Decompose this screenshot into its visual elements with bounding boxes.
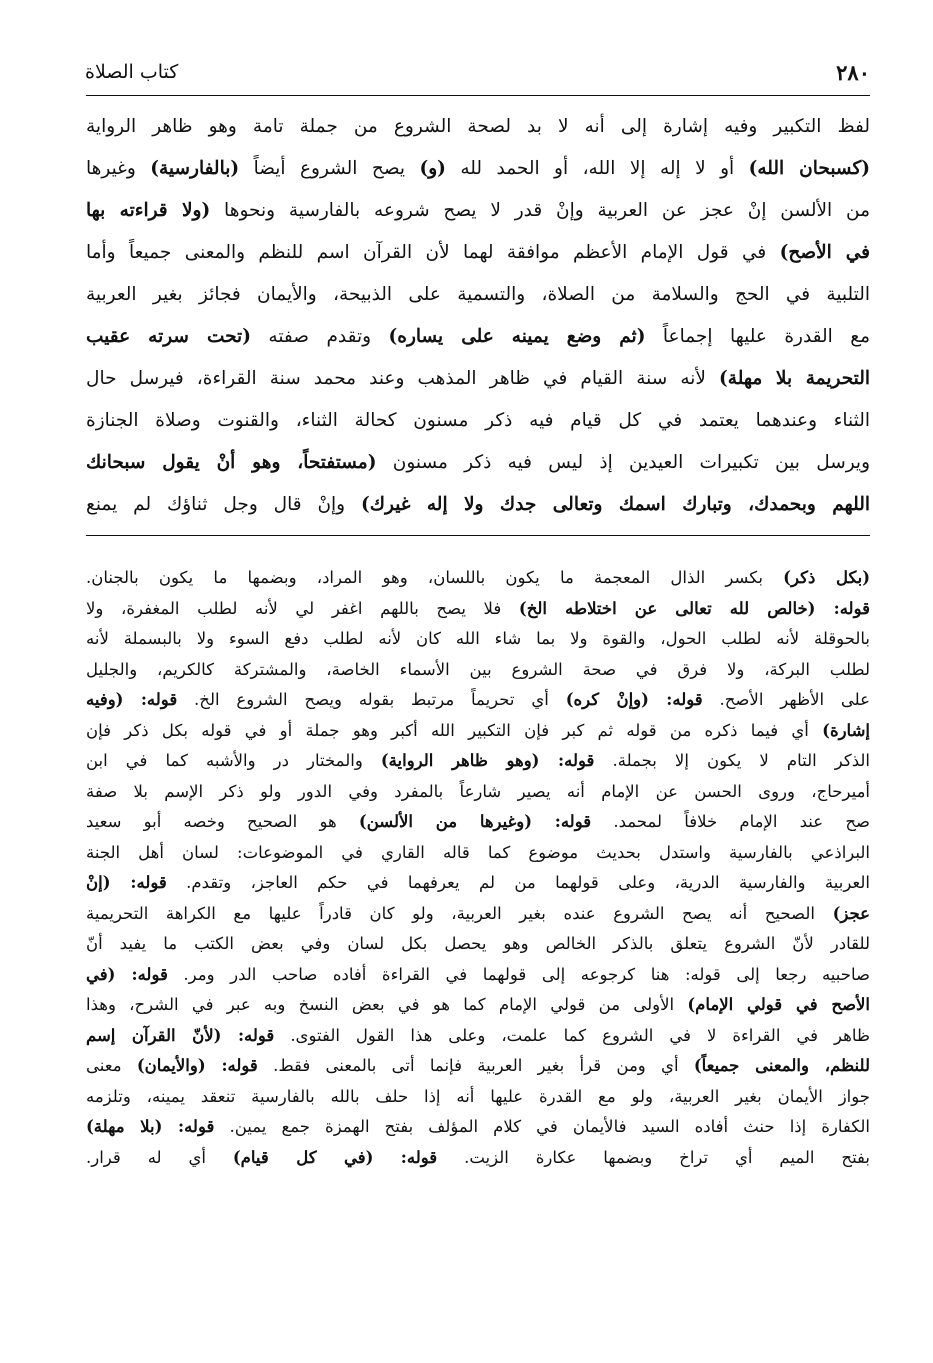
bold-text: اللهم وبحمدك، وتبارك اسمك وتعالى جدك ولا إله غيرك) [360,494,870,515]
text-segment: صاحبيه رجعا إلى قوله: هنا كرجوعه إلى قولهما في القراءة أفاده صاحب الدر ومر. [167,964,870,984]
bold-text: (بالفارسية) [150,158,240,179]
text-segment: معنى [86,1056,137,1075]
text-segment: هو الصحيح وخصه أبو سعيد [86,812,359,831]
bold-text: قوله: (في كل قيام) [232,1147,438,1167]
commentary-line [86,716,870,747]
text-segment: الثناء وعندهما يعتمد في كل قيام فيه ذكر مسنون كحالة الثناء، والقنوت وصلاة الجنازة [86,410,870,431]
bold-text: قوله: (بلا مهلة) [86,1117,215,1136]
bold-text: (مستفتحاً، وهو أنْ يقول سبحانك [86,452,377,473]
commentary-line [86,624,870,655]
page-number: ٢٨٠ [836,59,870,85]
bold-text: (بكل ذكر) [783,568,870,587]
bold-text: قوله: (وهو ظاهر الرواية) [380,751,595,770]
text-segment: أو لا إله إلا الله، أو الحمد لله [445,158,749,179]
bold-text: (ثم وضع يمينه على يساره) [388,326,646,347]
text-segment: لأنه سنة القيام في ظاهر المذهب وعند محمد سنة القراءة، فيرسل حال [86,368,720,389]
commentary-line [86,685,870,716]
text-segment: الصحيح أنه يصح الشروع عنده بغير العربية، ولو كان قادراً عليها مع الكراهة التحريمية [86,903,833,923]
commentary-line [86,990,870,1021]
main-text-line [86,106,870,148]
commentary-line [86,594,870,625]
main-text-line [86,484,870,526]
text-segment: وغيرها [86,158,151,179]
text-segment: أميرحاج، وروى الحسن عن الإمام أنه يصير شارعاً بالمفرد وفي الدور ولو ذكر الإسم بلا صفة [86,781,870,801]
commentary-line [86,777,870,808]
bold-text: في الأصح) [779,242,870,263]
main-text-line [86,442,870,484]
text-segment: والمختار در والأشبه كما في ابن [86,751,381,770]
main-text-line [86,358,870,400]
text-segment: الكفارة إذا حنث أفاده السيد فالأيمان في كلام المؤلف بفتح الهمزة جمع يمين. [214,1117,870,1136]
bold-text: قوله: (وإنْ كره) [565,690,703,709]
commentary-line [86,960,870,991]
commentary-line [86,1021,870,1052]
commentary-line [86,899,870,930]
main-text-line [86,400,870,442]
bold-text: (تحت سرته عقيب [86,326,251,347]
text-segment: أي تحريماً مرتبط بقوله ويصح الشروع الخ. [177,690,566,709]
text-segment: وتقدم صفته [250,326,389,347]
text-segment: للقادر لأنّ الشروع يتعلق بالذكر الخالص وهو يحصل بكل لسان وفي بعض الكتب ما يفيد أنّ [86,934,870,953]
text-segment: العربية والفارسية الدرية، وعلى قولهما من لم يعرفهما في حكم العاجز، وتقدم. [166,873,870,892]
text-segment: البراذعي بالفارسية واستدل بحديث موضوع كما قاله القاري في الموضوعات: لسان أهل الجنة [86,842,870,862]
commentary-line [86,1112,870,1143]
commentary-line [86,1143,870,1174]
main-text-line [86,232,870,274]
header-rule [86,95,870,96]
main-text-line [86,316,870,358]
bold-text: التحريمة بلا مهلة) [719,368,870,389]
commentary-line [86,1082,870,1113]
bold-text: قوله: (والأيمان) [136,1056,258,1075]
commentary-line [86,868,870,899]
commentary-line [86,563,870,594]
text-segment: لطلب البركة، ولا فرق في صحة الشروع بين الأسماء الخاصة، والمشتركة كالكريم، والجليل [86,659,870,679]
text-segment: بفتح الميم أي تراخ وبضمها عكارة الزيت. [437,1147,870,1167]
book-title: كتاب الصلاة [85,61,179,83]
commentary-line [86,1051,870,1082]
text-segment: في قول الإمام الأعظم موافقة لهما لأن القرآن اسم للنظم والمعنى جميعاً وأما [86,242,780,263]
text-segment: على الأظهر الأصح. [702,690,870,709]
bold-text: عجز) [832,903,870,923]
text-segment: لفظ التكبير وفيه إشارة إلى أنه لا بد لصحة الشروع من جملة تامة وهو ظاهر الرواية [86,116,870,137]
main-text-line [86,148,870,190]
main-text [86,106,870,526]
text-segment: من الألسن إنْ عجز عن العربية وإنْ قدر لا يصح شروعه بالفارسية ونحوها [210,200,870,221]
text-segment: ويرسل بين تكبيرات العيدين إذ ليس فيه ذكر مسنون [376,452,870,473]
bold-text: قوله: (إنْ [86,873,167,892]
commentary-line [86,807,870,838]
page-header [85,52,870,92]
commentary-line [86,838,870,869]
bold-text: قوله: (في [86,964,168,984]
commentary-line [86,655,870,686]
text-segment: جواز الأيمان بغير العربية، ولو مع القدرة عليها أنه إذا حلف بالله بالفارسية تنعقد يمينه، وتلزمه [86,1086,870,1106]
main-text-line [86,190,870,232]
text-segment: أي ومن قرأ بغير العربية فإنما أتى بالمعنى فقط. [257,1056,694,1075]
text-segment: وإنْ قال وجل ثناؤك لم يمنع [86,494,361,515]
commentary-line [86,929,870,960]
text-segment: بالحوقلة لأنه لطلب الحول، والقوة ولا بما شاء الله كان لأنه لطلب دفع السوء ولا بالبسملة لأنه [86,629,870,648]
bold-text: (كسبحان الله) [748,158,870,179]
text-segment: التلبية في الحج والسلامة من الصلاة، والتسمية على الذبيحة، والأيمان فجائز بغير العربية [86,284,870,305]
bold-text: إشارة) [822,720,870,740]
bold-text: قوله: (وغيرها من الألسن) [358,812,592,831]
text-segment: مع القدرة عليها إجماعاً [645,326,870,347]
bold-text: قوله: (لأنّ القرآن إسم [86,1025,275,1045]
text-segment: فلا يصح باللهم اغفر لي لأنه لطلب المغفرة، ولا [86,598,519,618]
text-segment: ظاهر في القراءة لا في الشروع كما علمت، وعلى هذا القول الفتوى. [274,1025,870,1045]
text-segment: بكسر الذال المعجمة ما يكون باللسان، وهو المراد، وبضمها ما يكون بالجنان. [86,568,784,587]
bold-text: (و) [419,158,446,179]
bold-text: قوله: [815,598,870,618]
bold-text: (خالص لله تعالى عن اختلاطه الخ) [518,598,816,618]
main-text-line [86,274,870,316]
bold-text: للنظم، والمعنى جميعاً) [693,1056,870,1075]
commentary-text [86,563,870,1173]
bold-text: قوله: (وفيه [86,690,178,709]
footnote-separator [86,535,870,536]
commentary-line [86,746,870,777]
bold-text: (ولا قراءته بها [86,200,211,221]
text-segment: الذكر التام لا يكون إلا بجملة. [594,751,870,770]
text-segment: الأولى من قولي الإمام كما هو في بعض النسخ وبه عبر في الشرح، وهذا [86,995,688,1014]
text-segment: يصح الشروع أيضاً [239,158,420,179]
bold-text: الأصح في قولي الإمام) [687,995,870,1014]
text-segment: أي له قرار. [86,1147,233,1167]
text-segment: صح عند الإمام خلافاً لمحمد. [591,812,870,831]
text-segment: أي فيما ذكره من قوله ثم كبر فإن التكبير الله أكبر وهو جملة أو في قوله بكل ذكر فإن [86,720,823,740]
